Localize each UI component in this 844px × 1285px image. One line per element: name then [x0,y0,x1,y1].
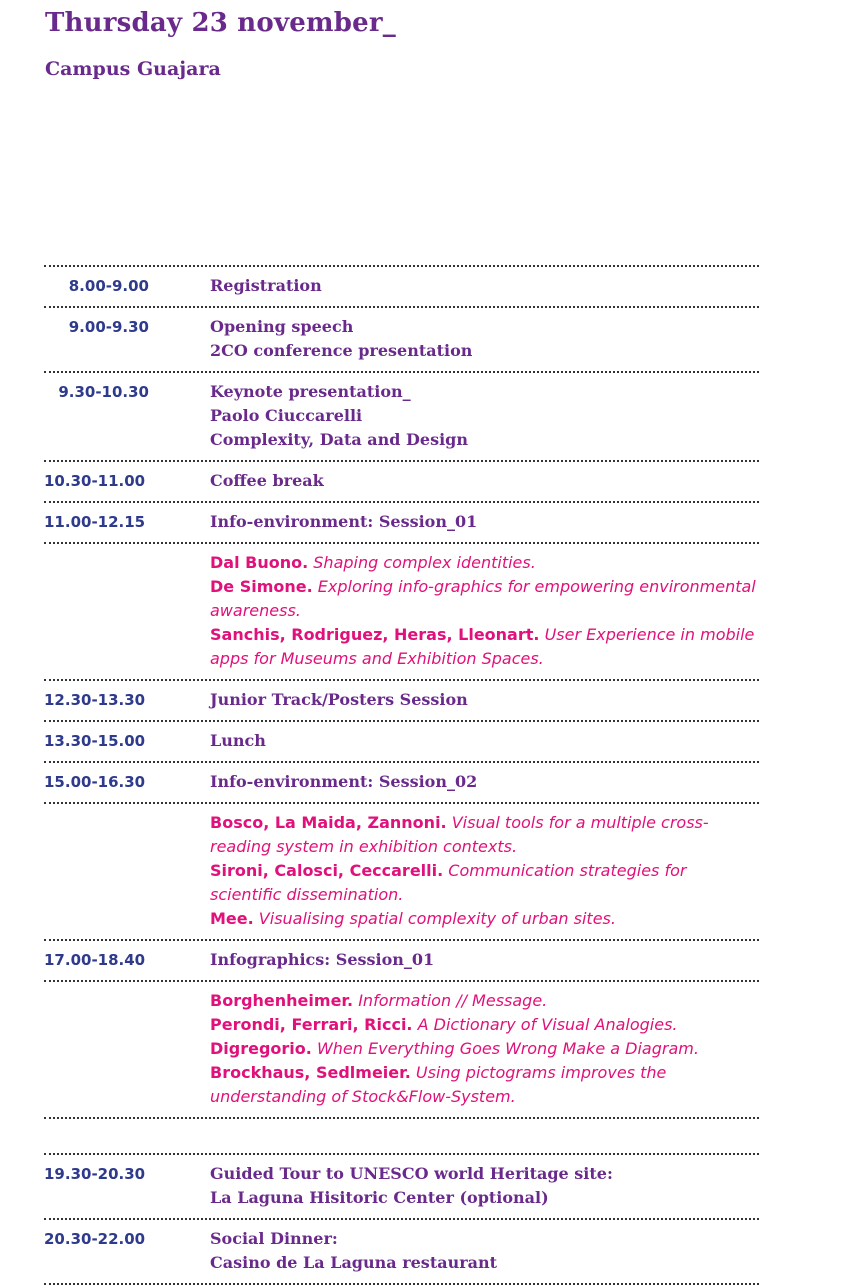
talk-item [210,811,759,859]
event-details [210,1162,759,1210]
event-line: Coffee break [210,471,324,490]
talk-list [210,989,759,1109]
event-details [210,1227,759,1275]
schedule-row [44,681,759,722]
event-details [210,380,759,452]
schedule-row [44,941,759,982]
event-line: 2CO conference presentation [210,341,473,360]
talk-authors: Perondi, Ferrari, Ricci. [210,1015,413,1034]
talk-item [210,1013,759,1037]
schedule-row [44,1155,759,1220]
schedule-row [44,1220,759,1285]
event-details [210,770,759,794]
talk-item [210,1037,759,1061]
event-line: Lunch [210,731,266,750]
time-slot: 10.30-11.00 [44,472,146,490]
talk-list [210,551,759,671]
talk-authors: Brockhaus, Sedlmeier. [210,1063,411,1082]
event-line: Paolo Ciuccarelli [210,406,363,425]
talk-item [210,907,759,931]
talk-item [210,623,759,671]
talk-item [210,551,759,575]
talk-title: A Dictionary of Visual Analogies. [417,1015,678,1034]
talk-authors: Bosco, La Maida, Zannoni. [210,813,447,832]
event-line: Complexity, Data and Design [210,430,468,449]
talk-item [210,859,759,907]
location-subtitle: Campus Guajara [45,58,221,80]
event-details [210,510,759,534]
talk-title: Information // Message. [358,991,548,1010]
talks-row [44,982,759,1119]
event-details [210,469,759,493]
talks-row [44,804,759,941]
talk-authors: De Simone. [210,577,313,596]
talk-title: Visual tools for a multiple cross-reading system in exhibition contexts. [210,813,709,856]
schedule-row [44,267,759,308]
talks-row [44,544,759,681]
talk-item [210,575,759,623]
event-line: Keynote presentation_ [210,382,411,401]
page-title: Thursday 23 november_ [45,8,396,38]
event-details [210,274,759,298]
event-details [210,948,759,972]
time-slot: 8.00-9.00 [68,277,149,295]
event-line: Opening speech [210,317,354,336]
schedule-row [44,462,759,503]
time-slot: 11.00-12.15 [44,513,146,531]
talk-authors: Sanchis, Rodriguez, Heras, Lleonart. [210,625,540,644]
event-line: Social Dinner: [210,1229,338,1248]
event-line: Info-environment: Session_01 [210,512,478,531]
talk-title: Exploring info-graphics for empowering environmental awareness. [210,577,756,620]
event-line: Guided Tour to UNESCO world Heritage site: [210,1164,613,1183]
time-slot: 15.00-16.30 [44,773,146,791]
event-line: Registration [210,276,322,295]
time-slot: 13.30-15.00 [44,732,146,750]
schedule-row [44,373,759,462]
talk-title: Communication strategies for scientific dissemination. [210,861,687,904]
event-line: Info-environment: Session_02 [210,772,478,791]
schedule-spacer-row [44,1119,759,1155]
time-slot: 20.30-22.00 [44,1230,146,1248]
talk-title: Shaping complex identities. [313,553,536,572]
event-line: Casino de La Laguna restaurant [210,1253,498,1272]
schedule-row [44,722,759,763]
talk-item [210,1061,759,1109]
event-line: Infographics: Session_01 [210,950,435,969]
talk-authors: Sironi, Calosci, Ceccarelli. [210,861,444,880]
schedule-row [44,763,759,804]
talk-title: Using pictograms improves the understanding of Stock&Flow-System. [210,1063,667,1106]
talk-authors: Borghenheimer. [210,991,354,1010]
talk-authors: Digregorio. [210,1039,312,1058]
talk-title: User Experience in mobile apps for Museums and Exhibition Spaces. [210,625,755,668]
event-details [210,688,759,712]
talk-title: When Everything Goes Wrong Make a Diagram. [316,1039,699,1058]
schedule-row [44,503,759,544]
talk-item [210,989,759,1013]
talk-list [210,811,759,931]
time-slot: 9.30-10.30 [58,383,149,401]
event-line: La Laguna Hisitoric Center (optional) [210,1188,549,1207]
event-details [210,729,759,753]
time-slot: 17.00-18.40 [44,951,146,969]
time-slot: 9.00-9.30 [68,318,149,336]
event-line: Junior Track/Posters Session [210,690,468,709]
talk-title: Visualising spatial complexity of urban sites. [258,909,616,928]
schedule-row [44,308,759,373]
time-slot: 19.30-20.30 [44,1165,146,1183]
talk-authors: Dal Buono. [210,553,309,572]
event-details [210,315,759,363]
talk-authors: Mee. [210,909,254,928]
schedule-table [44,265,759,1285]
time-slot: 12.30-13.30 [44,691,146,709]
